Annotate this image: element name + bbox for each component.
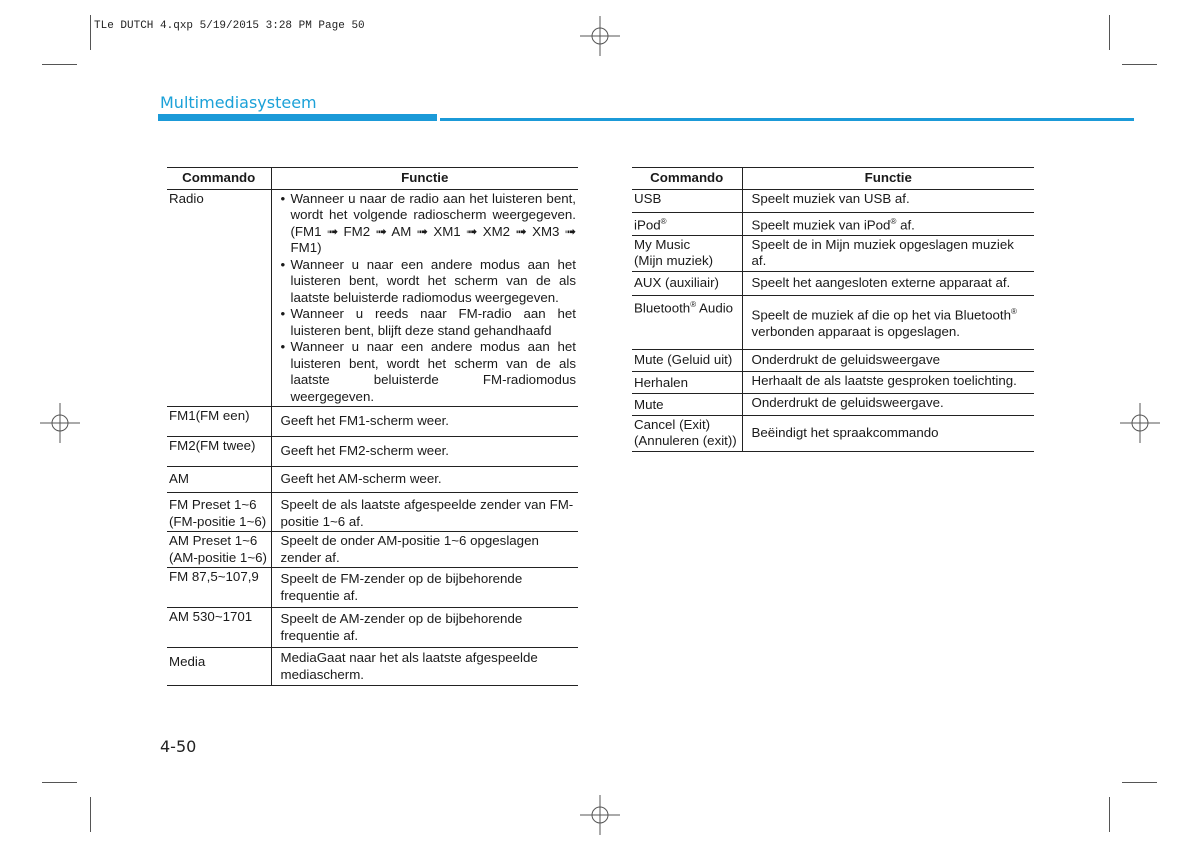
table-row bbox=[167, 189, 578, 407]
command-line: AM Preset 1~6 bbox=[169, 533, 258, 548]
crop-mark-bottom-left-v bbox=[90, 797, 91, 832]
print-slug: TLe DUTCH 4.qxp 5/19/2015 3:28 PM Page 50 bbox=[94, 20, 365, 32]
registration-mark-right bbox=[1120, 403, 1160, 443]
table-row bbox=[632, 371, 1034, 393]
media-commands-table bbox=[632, 167, 1034, 452]
table-row bbox=[167, 493, 578, 532]
registration-mark-top bbox=[580, 16, 620, 56]
crop-mark-top-left-v bbox=[90, 15, 91, 50]
registered-mark: ® bbox=[660, 216, 667, 226]
command-cell: Media bbox=[167, 648, 271, 686]
command-line: (Annuleren (exit)) bbox=[634, 433, 737, 448]
header-commando: Commando bbox=[167, 168, 271, 190]
function-text: Speelt de muziek af die op het via Bluetooth bbox=[751, 307, 1011, 323]
header-commando: Commando bbox=[632, 168, 742, 190]
function-cell: Speelt de als laatste afgespeelde zender van FM-positie 1~6 af. bbox=[271, 493, 578, 532]
command-cell bbox=[167, 493, 271, 532]
section-bar-thick bbox=[158, 114, 437, 121]
function-cell: MediaGaat naar het als laatste afgespeelde mediascherm. bbox=[271, 648, 578, 686]
function-text: Speelt muziek van iPod bbox=[751, 216, 891, 232]
function-cell: Geeft het FM1-scherm weer. bbox=[271, 407, 578, 437]
command-cell: FM1(FM een) bbox=[167, 407, 271, 437]
command-cell: USB bbox=[632, 189, 742, 212]
function-cell: Speelt de FM-zender op de bijbehorende frequentie af. bbox=[271, 568, 578, 608]
table-row bbox=[167, 608, 578, 648]
table-row bbox=[632, 189, 1034, 212]
command-cell: Radio bbox=[167, 189, 271, 407]
header-functie: Functie bbox=[271, 168, 578, 190]
table-row bbox=[632, 271, 1034, 295]
table-row bbox=[167, 532, 578, 568]
function-cell bbox=[742, 295, 1034, 349]
command-line: Cancel (Exit) bbox=[634, 416, 711, 432]
command-cell bbox=[632, 212, 742, 235]
crop-mark-bottom-left-h bbox=[42, 782, 77, 783]
registered-mark: ® bbox=[890, 216, 897, 226]
function-cell: Speelt muziek van USB af. bbox=[742, 189, 1034, 212]
table-header-row bbox=[632, 168, 1034, 190]
command-cell: AM bbox=[167, 467, 271, 493]
registration-mark-left bbox=[40, 403, 80, 443]
section-bar-thin bbox=[440, 118, 1134, 121]
command-cell: Herhalen bbox=[632, 371, 742, 393]
list-item: • Wanneer u naar een andere modus aan het luisteren bent, wordt het scherm van de als laatste beluisterde radiomodus weergegeven. bbox=[281, 257, 577, 307]
table-row bbox=[632, 393, 1034, 415]
command-cell bbox=[632, 295, 742, 349]
command-cell bbox=[632, 235, 742, 271]
table-header-row bbox=[167, 168, 578, 190]
command-cell: Mute bbox=[632, 393, 742, 415]
function-cell: Speelt het aangesloten externe apparaat af. bbox=[742, 271, 1034, 295]
command-line: (Mijn muziek) bbox=[634, 253, 714, 268]
table-row bbox=[632, 295, 1034, 349]
list-item: • Wanneer u reeds naar FM-radio aan het luisteren bent, blijft deze stand gehandhaafd bbox=[281, 306, 577, 339]
command-cell: FM2(FM twee) bbox=[167, 437, 271, 467]
function-cell: Geeft het FM2-scherm weer. bbox=[271, 437, 578, 467]
table-row bbox=[632, 212, 1034, 235]
function-cell: Speelt de in Mijn muziek opgeslagen muziek af. bbox=[742, 235, 1034, 271]
registered-mark: ® bbox=[1010, 306, 1017, 316]
table-row bbox=[632, 349, 1034, 371]
page-number: 4-50 bbox=[160, 737, 197, 756]
function-text: verbonden apparaat is opgeslagen. bbox=[751, 323, 960, 339]
table-row bbox=[167, 568, 578, 608]
command-line: FM Preset 1~6 bbox=[169, 497, 257, 512]
crop-mark-top-right-h bbox=[1122, 64, 1157, 65]
function-text: af. bbox=[896, 216, 915, 232]
function-cell: Geeft het AM-scherm weer. bbox=[271, 467, 578, 493]
command-cell bbox=[167, 532, 271, 568]
crop-mark-bottom-right-h bbox=[1122, 782, 1157, 783]
registered-mark: ® bbox=[690, 299, 697, 309]
function-cell bbox=[271, 189, 578, 407]
crop-mark-bottom-right-v bbox=[1109, 797, 1110, 832]
table-row bbox=[167, 437, 578, 467]
table-row bbox=[632, 415, 1034, 451]
command-text: iPod bbox=[634, 216, 661, 232]
function-cell: Beëindigt het spraakcommando bbox=[742, 415, 1034, 451]
radio-commands-table bbox=[167, 167, 578, 686]
table-row bbox=[167, 467, 578, 493]
command-line: (FM-positie 1~6) bbox=[169, 513, 267, 529]
command-line: (AM-positie 1~6) bbox=[169, 549, 267, 565]
function-cell: Onderdrukt de geluidsweergave. bbox=[742, 393, 1034, 415]
crop-mark-top-left-h bbox=[42, 64, 77, 65]
function-cell: Speelt de AM-zender op de bijbehorende frequentie af. bbox=[271, 608, 578, 648]
crop-mark-top-right-v bbox=[1109, 15, 1110, 50]
header-functie: Functie bbox=[742, 168, 1034, 190]
list-item: • Wanneer u naar een andere modus aan het luisteren bent, wordt het scherm van de als laatste beluisterde FM-radiomodus weergegeven. bbox=[281, 339, 577, 405]
command-cell: Mute (Geluid uit) bbox=[632, 349, 742, 371]
command-cell bbox=[632, 415, 742, 451]
table-row bbox=[167, 407, 578, 437]
table-row bbox=[632, 235, 1034, 271]
function-cell: Speelt de onder AM-positie 1~6 opgeslagen zender af. bbox=[271, 532, 578, 568]
function-cell bbox=[742, 212, 1034, 235]
command-line: My Music bbox=[634, 236, 691, 252]
command-text: Audio bbox=[696, 299, 734, 315]
command-cell: AUX (auxiliair) bbox=[632, 271, 742, 295]
function-cell: Onderdrukt de geluidsweergave bbox=[742, 349, 1034, 371]
registration-mark-bottom bbox=[580, 795, 620, 835]
table-row bbox=[167, 648, 578, 686]
command-text: Bluetooth bbox=[634, 299, 691, 315]
function-cell: Herhaalt de als laatste gesproken toelichting. bbox=[742, 371, 1034, 393]
list-item: • Wanneer u naar de radio aan het luisteren bent, wordt het volgende radioscherm weergegeven. (FM1 ➟ FM2 ➟ AM ➟ XM1 ➟ XM2 ➟ XM3 ➟ FM1) bbox=[281, 191, 577, 257]
command-cell: AM 530~1701 bbox=[167, 608, 271, 648]
radio-bullet-list bbox=[281, 191, 577, 406]
command-cell: FM 87,5~107,9 bbox=[167, 568, 271, 608]
section-title: Multimediasysteem bbox=[160, 93, 317, 112]
